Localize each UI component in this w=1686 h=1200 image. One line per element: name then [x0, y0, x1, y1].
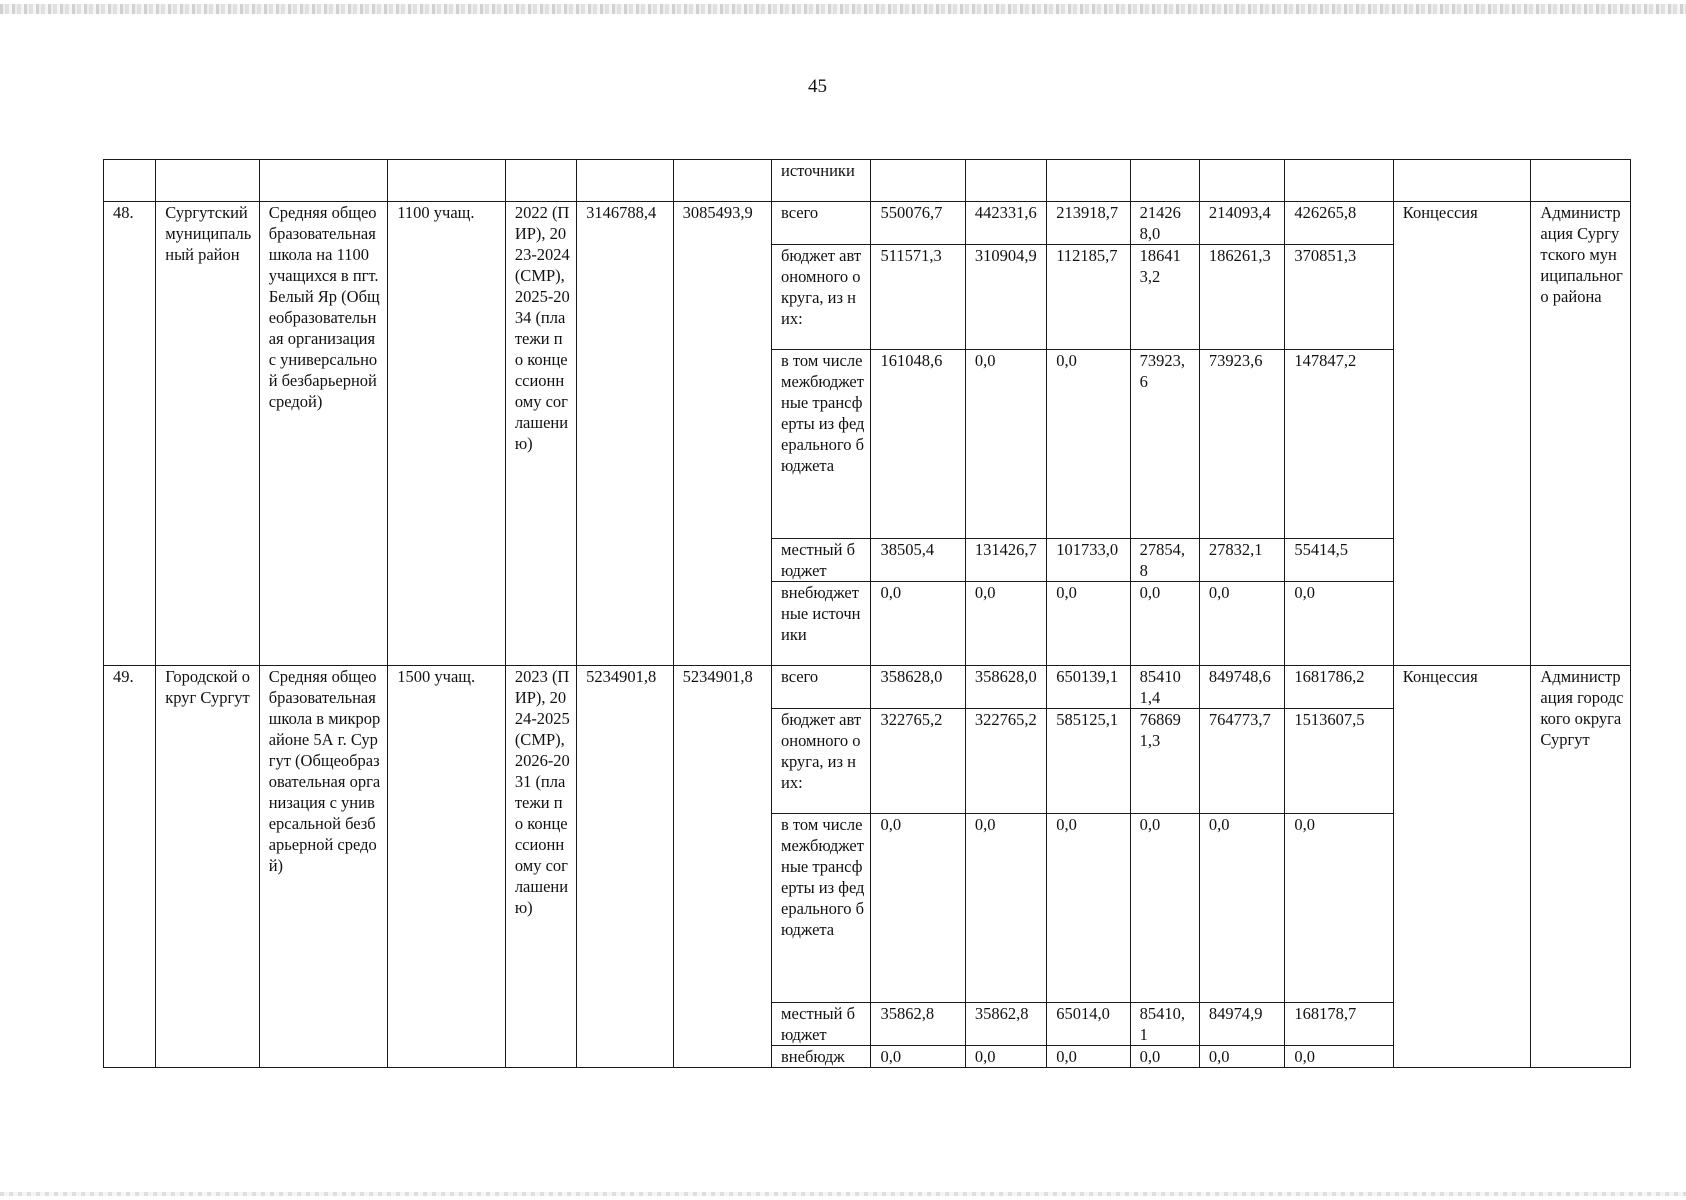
value-cell: 0,0	[1130, 582, 1199, 666]
value-cell: 310904,9	[965, 245, 1046, 350]
customer-cell: Администрация Сургутского муниципального района	[1531, 202, 1631, 666]
table-row	[104, 666, 1631, 709]
remaining-cost-cell: 5234901,8	[673, 666, 771, 1068]
value-cell: 55414,5	[1285, 539, 1393, 582]
value-cell: 1681786,2	[1285, 666, 1393, 709]
value-cell: 0,0	[1199, 814, 1284, 1003]
object-name-cell: Средняя общеобразовательная школа на 1100 учащихся в пгт. Белый Яр (Общеобразовательная организация с универсальной безбарьерной средой)	[259, 202, 388, 666]
mechanism-cell: Концессия	[1393, 666, 1531, 1068]
value-cell: 358628,0	[965, 666, 1046, 709]
table-row	[104, 202, 1631, 245]
municipality-cell: Сургутский муниципальный район	[156, 202, 259, 666]
value-cell: 0,0	[871, 1046, 965, 1068]
source-name: в том числе межбюджетные трансферты из федерального бюджета	[772, 350, 871, 539]
cell-empty	[1047, 160, 1130, 202]
source-name: бюджет автономного округа, из них:	[772, 245, 871, 350]
total-cost-cell: 5234901,8	[577, 666, 673, 1068]
cell-empty	[965, 160, 1046, 202]
capacity-cell: 1100 учащ.	[388, 202, 506, 666]
cell-empty	[577, 160, 673, 202]
source-name: внебюдж	[772, 1046, 871, 1068]
value-cell: 73923,6	[1199, 350, 1284, 539]
value-cell: 168178,7	[1285, 1003, 1393, 1046]
cell-empty	[1393, 160, 1531, 202]
value-cell: 0,0	[1047, 582, 1130, 666]
cell-empty	[104, 160, 156, 202]
value-cell: 764773,7	[1199, 709, 1284, 814]
value-cell: 1513607,5	[1285, 709, 1393, 814]
row-number: 49.	[104, 666, 156, 1068]
value-cell: 0,0	[871, 814, 965, 1003]
cell-empty	[1285, 160, 1393, 202]
value-cell: 35862,8	[871, 1003, 965, 1046]
value-cell: 27854,8	[1130, 539, 1199, 582]
value-cell: 0,0	[1130, 1046, 1199, 1068]
value-cell: 585125,1	[1047, 709, 1130, 814]
value-cell: 38505,4	[871, 539, 965, 582]
value-cell: 101733,0	[1047, 539, 1130, 582]
capacity-cell: 1500 учащ.	[388, 666, 506, 1068]
value-cell: 0,0	[965, 350, 1046, 539]
value-cell: 0,0	[965, 582, 1046, 666]
value-cell: 147847,2	[1285, 350, 1393, 539]
customer-cell: Администрация городского округа Сургут	[1531, 666, 1631, 1068]
cell-empty	[156, 160, 259, 202]
value-cell: 0,0	[1285, 582, 1393, 666]
value-cell: 0,0	[871, 582, 965, 666]
value-cell: 426265,8	[1285, 202, 1393, 245]
cell-empty	[1531, 160, 1631, 202]
value-cell: 322765,2	[871, 709, 965, 814]
scan-edge-bottom	[0, 1192, 1686, 1196]
scan-edge-top	[0, 4, 1686, 14]
value-cell: 0,0	[1199, 1046, 1284, 1068]
value-cell: 65014,0	[1047, 1003, 1130, 1046]
value-cell: 0,0	[965, 1046, 1046, 1068]
cell-empty	[505, 160, 576, 202]
municipality-cell: Городской округ Сургут	[156, 666, 259, 1068]
source-name: бюджет автономного округа, из них:	[772, 709, 871, 814]
continuation-row	[104, 160, 1631, 202]
value-cell: 322765,2	[965, 709, 1046, 814]
financing-table	[103, 159, 1631, 1068]
value-cell: 0,0	[965, 814, 1046, 1003]
value-cell: 0,0	[1199, 582, 1284, 666]
row-number: 48.	[104, 202, 156, 666]
source-name: в том числе межбюджетные трансферты из федерального бюджета	[772, 814, 871, 1003]
value-cell: 0,0	[1047, 1046, 1130, 1068]
source-name: источники	[772, 160, 871, 202]
page-number: 45	[808, 76, 827, 97]
cell-empty	[673, 160, 771, 202]
value-cell: 213918,7	[1047, 202, 1130, 245]
value-cell: 442331,6	[965, 202, 1046, 245]
source-name: всего	[772, 202, 871, 245]
cell-empty	[259, 160, 388, 202]
value-cell: 85410,1	[1130, 1003, 1199, 1046]
mechanism-cell: Концессия	[1393, 202, 1531, 666]
source-name: местный бюджет	[772, 539, 871, 582]
cell-empty	[871, 160, 965, 202]
value-cell: 650139,1	[1047, 666, 1130, 709]
value-cell: 511571,3	[871, 245, 965, 350]
source-name: внебюджетные источники	[772, 582, 871, 666]
value-cell: 358628,0	[871, 666, 965, 709]
value-cell: 112185,7	[1047, 245, 1130, 350]
period-cell: 2022 (ПИР), 2023-2024 (СМР), 2025-2034 (платежи по концессионному соглашению)	[505, 202, 576, 666]
remaining-cost-cell: 3085493,9	[673, 202, 771, 666]
value-cell: 186261,3	[1199, 245, 1284, 350]
value-cell: 161048,6	[871, 350, 965, 539]
value-cell: 550076,7	[871, 202, 965, 245]
cell-empty	[1199, 160, 1284, 202]
value-cell: 0,0	[1130, 814, 1199, 1003]
period-cell: 2023 (ПИР), 2024-2025 (СМР), 2026-2031 (платежи по концессионному соглашению)	[505, 666, 576, 1068]
object-name-cell: Средняя общеобразовательная школа в микрорайоне 5А г. Сургут (Общеобразовательная организация с универсальной безбарьерной средой)	[259, 666, 388, 1068]
value-cell: 370851,3	[1285, 245, 1393, 350]
value-cell: 0,0	[1285, 814, 1393, 1003]
value-cell: 0,0	[1047, 814, 1130, 1003]
value-cell: 186413,2	[1130, 245, 1199, 350]
cell-empty	[388, 160, 506, 202]
value-cell: 849748,6	[1199, 666, 1284, 709]
cell-empty	[1130, 160, 1199, 202]
value-cell: 35862,8	[965, 1003, 1046, 1046]
source-name: всего	[772, 666, 871, 709]
total-cost-cell: 3146788,4	[577, 202, 673, 666]
value-cell: 0,0	[1047, 350, 1130, 539]
value-cell: 131426,7	[965, 539, 1046, 582]
value-cell: 84974,9	[1199, 1003, 1284, 1046]
value-cell: 768691,3	[1130, 709, 1199, 814]
value-cell: 73923,6	[1130, 350, 1199, 539]
value-cell: 214268,0	[1130, 202, 1199, 245]
value-cell: 214093,4	[1199, 202, 1284, 245]
value-cell: 854101,4	[1130, 666, 1199, 709]
source-name: местный бюджет	[772, 1003, 871, 1046]
value-cell: 0,0	[1285, 1046, 1393, 1068]
value-cell: 27832,1	[1199, 539, 1284, 582]
